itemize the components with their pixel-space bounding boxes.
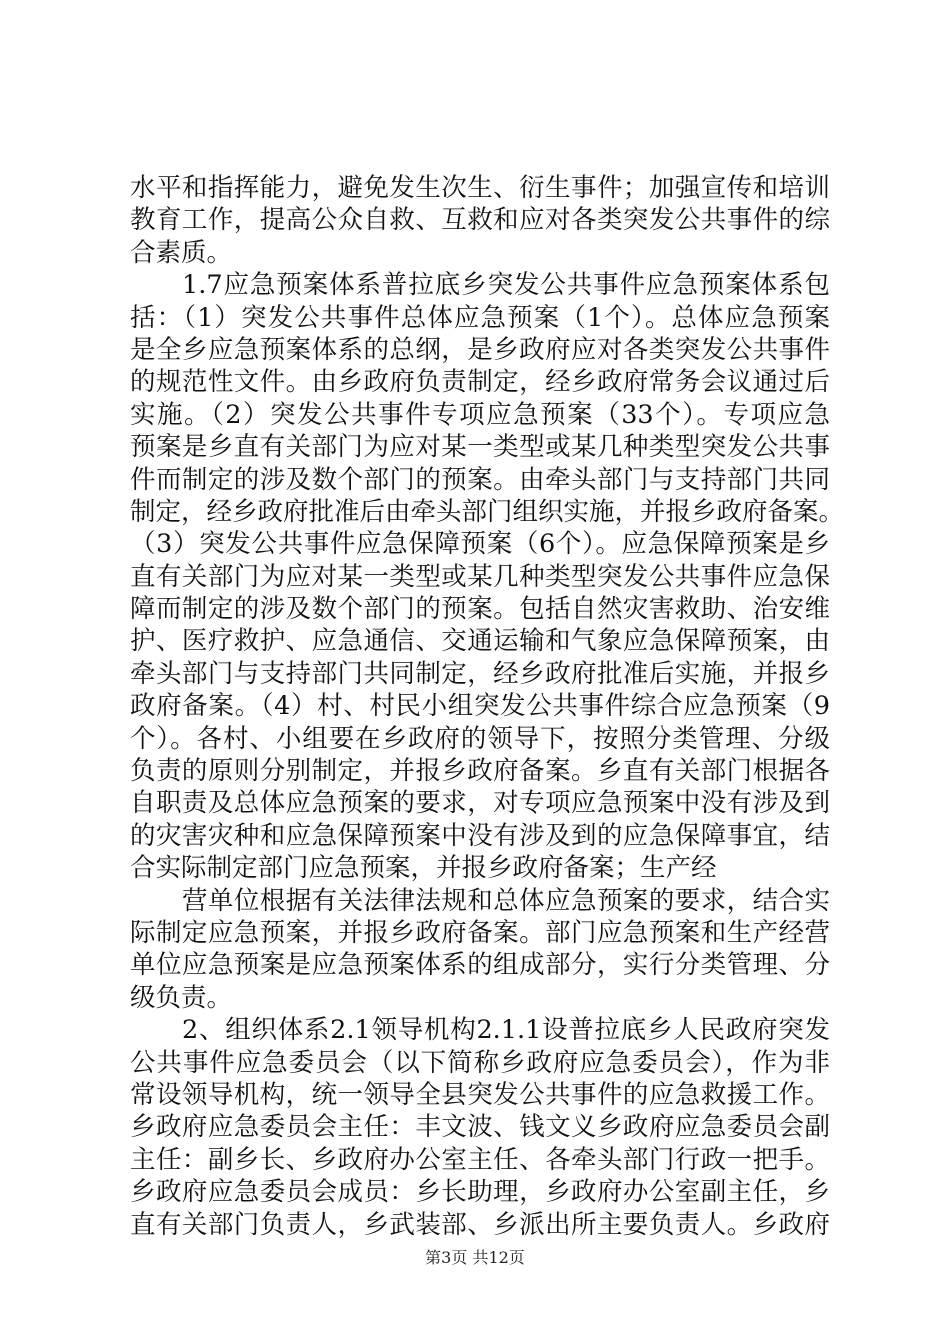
text-line: 单位应急预案是应急预案体系的组成部分，实行分类管理、分 [130,950,830,981]
page-footer: 第3页 共12页 [425,1248,525,1267]
text-line: 括：（1）突发公共事件总体应急预案（1个）。总体应急预案 [130,302,830,333]
text-line: 际制定应急预案，并报乡政府备案。部门应急预案和生产经营 [130,917,830,948]
text-line: 乡政府应急委员会主任：丰文波、钱文义乡政府应急委员会副 [130,1112,830,1143]
text-line: 直有关部门负责人，乡武装部、乡派出所主要负责人。乡政府 [130,1209,830,1240]
text-line: 是全乡应急预案体系的总纲，是乡政府应对各类突发公共事件 [130,334,830,365]
text-line: 政府备案。（4）村、村民小组突发公共事件综合应急预案（9 [130,691,830,722]
text-line: 的灾害灾种和应急保障预案中没有涉及到的应急保障事宜，结 [130,820,830,851]
text-line: 2、组织体系2.1领导机构2.1.1设普拉底乡人民政府突发 [182,1015,830,1046]
text-line: 合实际制定部门应急预案，并报乡政府备案；生产经 [130,853,717,884]
document-body [130,172,845,1241]
text-line: 负责的原则分别制定，并报乡政府备案。乡直有关部门根据各 [130,756,830,787]
text-line: 直有关部门为应对某一类型或某几种类型突发公共事件应急保 [130,561,830,592]
text-line: 教育工作，提高公众自救、互救和应对各类突发公共事件的综 [130,205,830,236]
text-line: 的规范性文件。由乡政府负责制定，经乡政府常务会议通过后 [130,367,830,398]
text-line: 制定，经乡政府批准后由牵头部门组织实施，并报乡政府备案。 [130,496,845,527]
text-line: 个）。各村、小组要在乡政府的领导下，按照分类管理、分级 [130,723,830,754]
text-line: 护、医疗救护、应急通信、交通运输和气象应急保障预案，由 [130,626,830,657]
text-line: 障而制定的涉及数个部门的预案。包括自然灾害救助、治安维 [130,594,830,625]
text-line: （3）突发公共事件应急保障预案（6个）。应急保障预案是乡 [130,529,830,560]
text-line: 1.7应急预案体系普拉底乡突发公共事件应急预案体系包 [182,270,830,301]
text-line: 牵头部门与支持部门共同制定，经乡政府批准后实施，并报乡 [130,658,830,689]
text-line: 实施。（2）突发公共事件专项应急预案（33个）。专项应急 [130,399,830,430]
text-line: 主任：副乡长、乡政府办公室主任、各牵头部门行政一把手。 [130,1144,830,1175]
text-line: 件而制定的涉及数个部门的预案。由牵头部门与支持部门共同 [130,464,830,495]
text-line: 常设领导机构，统一领导全县突发公共事件的应急救援工作。 [130,1079,830,1110]
text-line: 合素质。 [130,237,233,268]
text-line: 水平和指挥能力，避免发生次生、衍生事件；加强宣传和培训 [130,173,830,203]
text-line: 营单位根据有关法律法规和总体应急预案的要求，结合实 [182,885,830,916]
text-line: 乡政府应急委员会成员：乡长助理，乡政府办公室副主任，乡 [130,1177,830,1208]
text-line: 公共事件应急委员会（以下简称乡政府应急委员会），作为非 [130,1047,830,1078]
text-line: 自职责及总体应急预案的要求，对专项应急预案中没有涉及到 [130,788,830,819]
text-line: 预案是乡直有关部门为应对某一类型或某几种类型突发公共事 [130,432,830,463]
text-line: 级负责。 [130,982,233,1013]
